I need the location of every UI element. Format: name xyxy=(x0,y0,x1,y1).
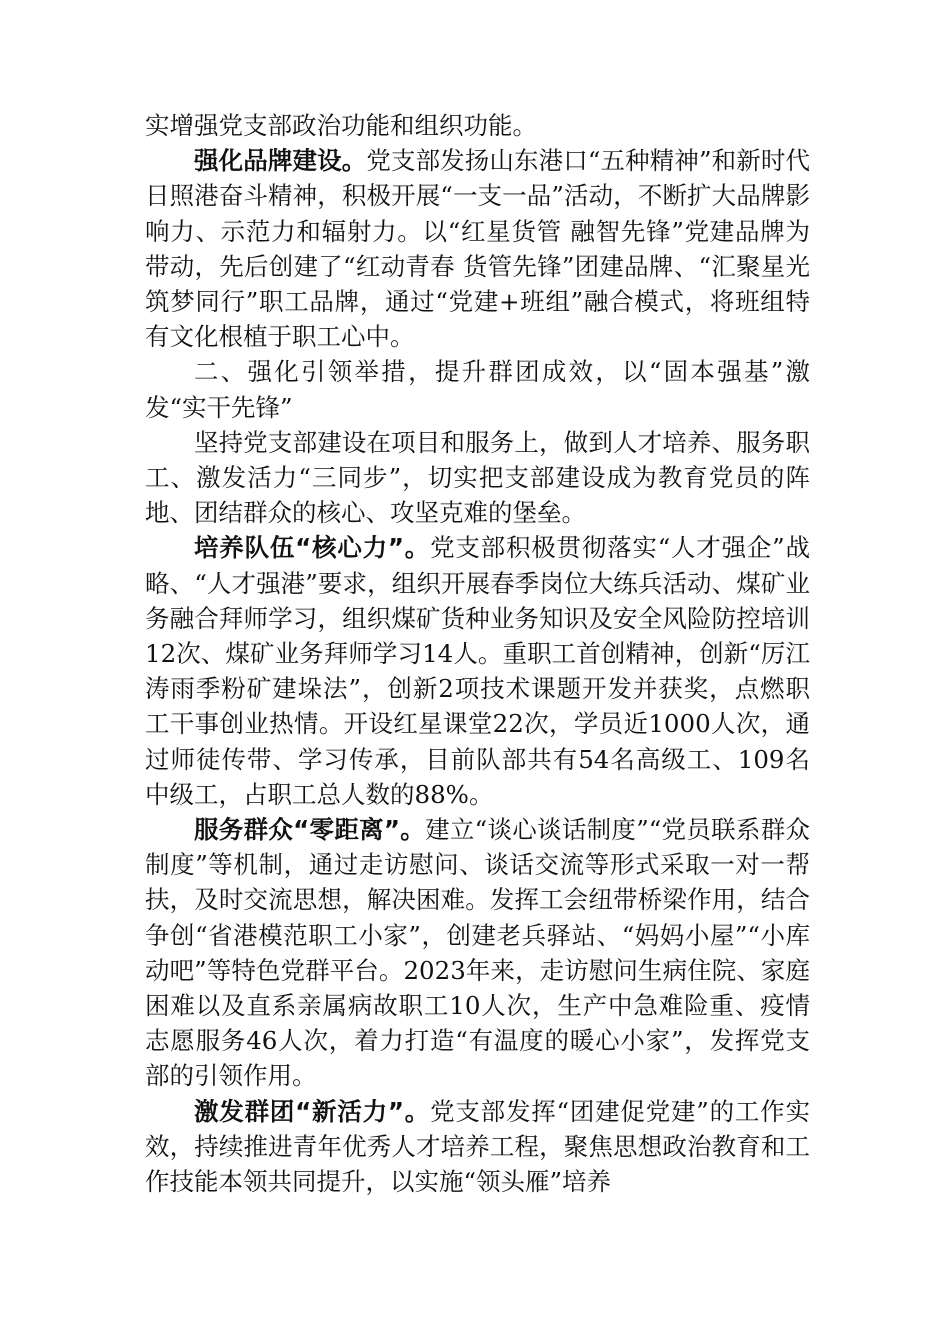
paragraph-text: 建立“谈心谈话制度”“党员联系群众制度”等机制，通过走访慰问、谈话交流等形式采取一对一帮扶，及时交流思想，解决困难。发挥工会纽带桥梁作用，结合争创“省港模范职工小家”，创建老兵驿站、“妈妈小屋”“小库动吧”等特色党群平台。2023年来，走访慰问生病住院、家庭困难以及直系亲属病故职工10人次，生产中急难险重、疫情志愿服务46人次，着力打造“有温度的暖心小家”，发挥党支部的引领作用。 xyxy=(145,815,810,1091)
paragraph-serve-masses xyxy=(145,812,810,1094)
paragraph-heading: 培养队伍“核心力”。 xyxy=(194,533,431,563)
paragraph-heading: 服务群众“零距离”。 xyxy=(194,815,426,845)
paragraph-continuation xyxy=(145,108,810,143)
document-body xyxy=(145,108,810,1199)
section-heading xyxy=(145,354,810,424)
paragraph-text: 坚持党支部建设在项目和服务上，做到人才培养、服务职工、激发活力“三同步”，切实把支部建设成为教育党员的阵地、团结群众的核心、攻坚克难的堡垒。 xyxy=(145,427,810,528)
paragraph-heading: 强化品牌建设。 xyxy=(194,146,367,176)
paragraph-group-vitality xyxy=(145,1094,810,1200)
section-heading-text: 二、强化引领举措，提升群团成效，以“固本强基”激发“实干先锋” xyxy=(145,357,810,422)
paragraph-text: 党支部积极贯彻落实“人才强企”战略、“人才强港”要求，组织开展春季岗位大练兵活动、煤矿业务融合拜师学习，组织煤矿货种业务知识及安全风险防控培训12次、煤矿业务拜师学习14人。重职工首创精神，创新“厉江涛雨季粉矿建垛法”，创新2项技术课题开发并获奖，点燃职工干事创业热情。开设红星课堂22次，学员近1000人次，通过师徒传带、学习传承，目前队部共有54名高级工、109名中级工，占职工总人数的88%。 xyxy=(145,533,810,809)
paragraph-text: 实增强党支部政治功能和组织功能。 xyxy=(145,111,537,140)
paragraph-text: 党支部发挥“团建促党建”的工作实效，持续推进青年优秀人才培养工程，聚焦思想政治教育和工作技能本领共同提升，以实施“领头雁”培养 xyxy=(145,1096,810,1197)
paragraph-text: 党支部发扬山东港口“五种精神”和新时代日照港奋斗精神，积极开展“一支一品”活动，不断扩大品牌影响力、示范力和辐射力。以“红星货管 融智先锋”党建品牌为带动，先后创建了“红动青春 货管先锋”团建品牌、“汇聚星光 筑梦同行”职工品牌，通过“党建+班组”融合模式，将班组特有文化根植于职工心中。 xyxy=(145,146,810,352)
paragraph-brand-building xyxy=(145,143,810,354)
paragraph-team-training xyxy=(145,530,810,812)
paragraph-intro xyxy=(145,425,810,531)
paragraph-heading: 激发群团“新活力”。 xyxy=(194,1096,431,1126)
